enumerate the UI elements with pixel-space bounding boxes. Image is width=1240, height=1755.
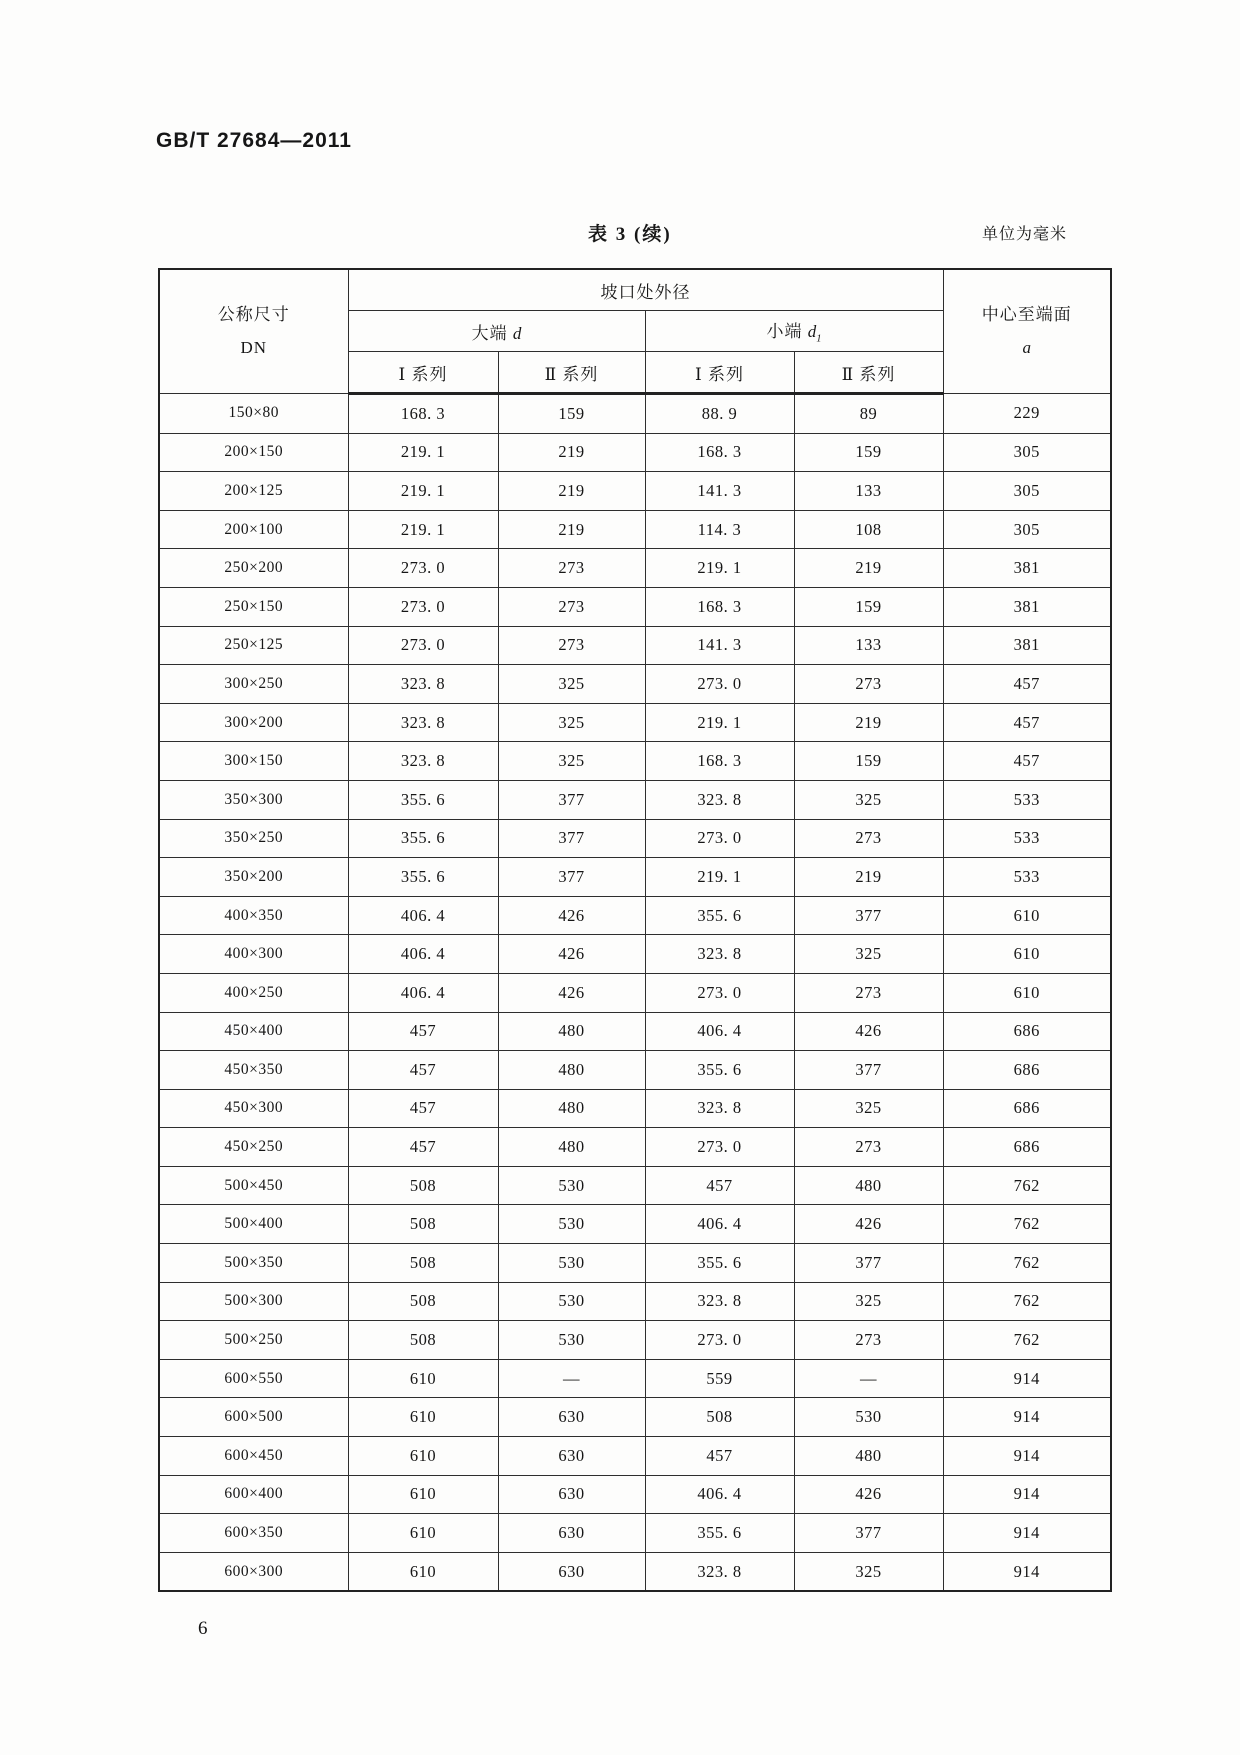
value-cell: 323. 8	[348, 703, 498, 742]
value-cell: 323. 8	[645, 780, 794, 819]
value-cell: 762	[943, 1282, 1111, 1321]
value-cell: 686	[943, 1012, 1111, 1051]
page-number: 6	[198, 1618, 208, 1639]
value-cell: 630	[498, 1398, 645, 1437]
value-cell: 273. 0	[645, 1321, 794, 1360]
value-cell: 273. 0	[645, 1128, 794, 1167]
table-row	[159, 626, 1111, 665]
header-small-end-series-ii: Ⅱ 系列	[794, 352, 943, 394]
value-cell: 355. 6	[645, 1514, 794, 1553]
value-cell: 530	[498, 1282, 645, 1321]
dn-cell: 150×80	[159, 394, 348, 434]
dn-cell: 250×200	[159, 549, 348, 588]
value-cell: 219. 1	[348, 510, 498, 549]
value-cell: 168. 3	[348, 394, 498, 434]
value-cell: 457	[348, 1089, 498, 1128]
value-cell: 219. 1	[348, 433, 498, 472]
value-cell: 273	[498, 587, 645, 626]
table-row	[159, 1012, 1111, 1051]
value-cell: 305	[943, 433, 1111, 472]
value-cell: 480	[498, 1051, 645, 1090]
dn-cell: 200×125	[159, 472, 348, 511]
table-row	[159, 1437, 1111, 1476]
value-cell: 273	[794, 973, 943, 1012]
value-cell: 457	[348, 1051, 498, 1090]
value-cell: 530	[498, 1321, 645, 1360]
value-cell: 457	[645, 1166, 794, 1205]
value-cell: 762	[943, 1205, 1111, 1244]
dn-cell: 450×350	[159, 1051, 348, 1090]
value-cell: 133	[794, 626, 943, 665]
dn-cell: 200×100	[159, 510, 348, 549]
value-cell: 508	[348, 1205, 498, 1244]
dimensions-table	[158, 268, 1112, 1592]
header-center-symbol: a	[1022, 337, 1031, 357]
value-cell: 273	[498, 549, 645, 588]
value-cell: 530	[498, 1205, 645, 1244]
value-cell: 355. 6	[348, 858, 498, 897]
value-cell: 480	[498, 1128, 645, 1167]
value-cell: —	[498, 1359, 645, 1398]
value-cell: 381	[943, 549, 1111, 588]
header-small-end-label: 小端	[766, 322, 808, 342]
value-cell: 141. 3	[645, 472, 794, 511]
dn-cell: 200×150	[159, 433, 348, 472]
value-cell: 305	[943, 510, 1111, 549]
value-cell: 377	[498, 780, 645, 819]
value-cell: 355. 6	[348, 819, 498, 858]
dn-cell: 450×250	[159, 1128, 348, 1167]
dn-cell: 300×200	[159, 703, 348, 742]
value-cell: 381	[943, 626, 1111, 665]
standard-number: GB/T 27684—2011	[156, 129, 352, 152]
value-cell: 273. 0	[645, 819, 794, 858]
header-large-end	[348, 311, 645, 352]
table-row	[159, 896, 1111, 935]
value-cell: 159	[498, 394, 645, 434]
table-row	[159, 472, 1111, 511]
dn-cell: 600×500	[159, 1398, 348, 1437]
value-cell: 273	[794, 665, 943, 704]
value-cell: 273. 0	[645, 665, 794, 704]
dn-cell: 450×300	[159, 1089, 348, 1128]
header-center-to-end	[943, 269, 1111, 394]
value-cell: —	[794, 1359, 943, 1398]
value-cell: 273. 0	[348, 626, 498, 665]
value-cell: 305	[943, 472, 1111, 511]
value-cell: 325	[498, 742, 645, 781]
value-cell: 325	[498, 665, 645, 704]
table-row	[159, 1514, 1111, 1553]
value-cell: 219	[794, 858, 943, 897]
table-row	[159, 1166, 1111, 1205]
value-cell: 323. 8	[348, 665, 498, 704]
value-cell: 457	[348, 1012, 498, 1051]
value-cell: 406. 4	[348, 896, 498, 935]
value-cell: 381	[943, 587, 1111, 626]
table-row	[159, 1398, 1111, 1437]
value-cell: 325	[794, 1282, 943, 1321]
dn-cell: 350×300	[159, 780, 348, 819]
value-cell: 508	[348, 1166, 498, 1205]
value-cell: 273	[794, 1128, 943, 1167]
value-cell: 141. 3	[645, 626, 794, 665]
value-cell: 159	[794, 742, 943, 781]
table-row	[159, 433, 1111, 472]
value-cell: 610	[348, 1475, 498, 1514]
value-cell: 273. 0	[348, 587, 498, 626]
value-cell: 406. 4	[645, 1475, 794, 1514]
header-small-end-series-i: Ⅰ 系列	[645, 352, 794, 394]
value-cell: 377	[794, 1244, 943, 1283]
value-cell: 686	[943, 1089, 1111, 1128]
header-small-end-symbol: $d_1$	[807, 322, 822, 345]
header-large-end-label: 大端	[471, 323, 513, 343]
table-row	[159, 1359, 1111, 1398]
value-cell: 219. 1	[645, 703, 794, 742]
value-cell: 686	[943, 1128, 1111, 1167]
value-cell: 273. 0	[645, 973, 794, 1012]
value-cell: 559	[645, 1359, 794, 1398]
table-row	[159, 1128, 1111, 1167]
value-cell: 530	[498, 1166, 645, 1205]
value-cell: 159	[794, 433, 943, 472]
value-cell: 630	[498, 1552, 645, 1591]
value-cell: 686	[943, 1051, 1111, 1090]
dn-cell: 600×450	[159, 1437, 348, 1476]
table-row	[159, 1089, 1111, 1128]
table-row	[159, 549, 1111, 588]
value-cell: 508	[645, 1398, 794, 1437]
dn-cell: 500×450	[159, 1166, 348, 1205]
value-cell: 219. 1	[348, 472, 498, 511]
table-body	[159, 394, 1111, 1592]
table-header	[159, 269, 1111, 394]
value-cell: 530	[794, 1398, 943, 1437]
value-cell: 406. 4	[348, 935, 498, 974]
value-cell: 325	[794, 935, 943, 974]
dn-cell: 600×300	[159, 1552, 348, 1591]
dn-cell: 500×300	[159, 1282, 348, 1321]
value-cell: 610	[348, 1552, 498, 1591]
value-cell: 229	[943, 394, 1111, 434]
value-cell: 159	[794, 587, 943, 626]
header-nominal-size	[159, 269, 348, 394]
dn-cell: 400×250	[159, 973, 348, 1012]
table-row	[159, 394, 1111, 434]
value-cell: 630	[498, 1437, 645, 1476]
value-cell: 630	[498, 1475, 645, 1514]
value-cell: 914	[943, 1514, 1111, 1553]
table-row	[159, 587, 1111, 626]
value-cell: 508	[348, 1321, 498, 1360]
value-cell: 273	[498, 626, 645, 665]
value-cell: 219	[794, 703, 943, 742]
value-cell: 914	[943, 1552, 1111, 1591]
value-cell: 533	[943, 858, 1111, 897]
value-cell: 630	[498, 1514, 645, 1553]
table-row	[159, 1475, 1111, 1514]
value-cell: 426	[498, 935, 645, 974]
value-cell: 219	[794, 549, 943, 588]
table-row	[159, 935, 1111, 974]
value-cell: 219. 1	[645, 858, 794, 897]
value-cell: 426	[498, 896, 645, 935]
table-row	[159, 1051, 1111, 1090]
value-cell: 457	[645, 1437, 794, 1476]
value-cell: 406. 4	[645, 1205, 794, 1244]
value-cell: 273. 0	[348, 549, 498, 588]
value-cell: 273	[794, 1321, 943, 1360]
value-cell: 219. 1	[645, 549, 794, 588]
value-cell: 426	[794, 1205, 943, 1244]
value-cell: 406. 4	[645, 1012, 794, 1051]
dn-cell: 600×400	[159, 1475, 348, 1514]
value-cell: 133	[794, 472, 943, 511]
table-row	[159, 780, 1111, 819]
value-cell: 762	[943, 1244, 1111, 1283]
table-row	[159, 1321, 1111, 1360]
value-cell: 377	[498, 858, 645, 897]
value-cell: 108	[794, 510, 943, 549]
table-row	[159, 858, 1111, 897]
value-cell: 355. 6	[348, 780, 498, 819]
value-cell: 610	[348, 1514, 498, 1553]
value-cell: 168. 3	[645, 587, 794, 626]
value-cell: 114. 3	[645, 510, 794, 549]
value-cell: 273	[794, 819, 943, 858]
header-bevel-outer-diameter: 坡口处外径	[348, 269, 943, 311]
dn-cell: 600×350	[159, 1514, 348, 1553]
value-cell: 88. 9	[645, 394, 794, 434]
table-row	[159, 1244, 1111, 1283]
value-cell: 377	[794, 1514, 943, 1553]
table-row	[159, 1282, 1111, 1321]
value-cell: 323. 8	[645, 1282, 794, 1321]
dn-cell: 400×300	[159, 935, 348, 974]
value-cell: 610	[943, 935, 1111, 974]
value-cell: 325	[794, 1552, 943, 1591]
value-cell: 323. 8	[645, 1552, 794, 1591]
value-cell: 762	[943, 1166, 1111, 1205]
dn-cell: 500×350	[159, 1244, 348, 1283]
value-cell: 168. 3	[645, 742, 794, 781]
dn-cell: 500×250	[159, 1321, 348, 1360]
unit-note: 单位为毫米	[982, 226, 1068, 243]
dn-cell: 300×150	[159, 742, 348, 781]
table-row	[159, 510, 1111, 549]
table-row	[159, 973, 1111, 1012]
value-cell: 377	[794, 896, 943, 935]
value-cell: 219	[498, 472, 645, 511]
value-cell: 406. 4	[348, 973, 498, 1012]
dn-cell: 450×400	[159, 1012, 348, 1051]
value-cell: 325	[794, 1089, 943, 1128]
table-row	[159, 742, 1111, 781]
value-cell: 508	[348, 1244, 498, 1283]
table-title: 表 3 (续)	[588, 224, 672, 245]
value-cell: 762	[943, 1321, 1111, 1360]
value-cell: 426	[498, 973, 645, 1012]
value-cell: 325	[498, 703, 645, 742]
value-cell: 457	[943, 703, 1111, 742]
value-cell: 914	[943, 1359, 1111, 1398]
dn-cell: 250×125	[159, 626, 348, 665]
value-cell: 457	[943, 665, 1111, 704]
value-cell: 530	[498, 1244, 645, 1283]
value-cell: 323. 8	[645, 1089, 794, 1128]
value-cell: 610	[348, 1398, 498, 1437]
value-cell: 219	[498, 433, 645, 472]
value-cell: 914	[943, 1398, 1111, 1437]
value-cell: 355. 6	[645, 1244, 794, 1283]
value-cell: 377	[794, 1051, 943, 1090]
table-row	[159, 703, 1111, 742]
table-row	[159, 665, 1111, 704]
value-cell: 610	[348, 1437, 498, 1476]
header-nominal-size-label: 公称尺寸	[217, 305, 290, 325]
value-cell: 533	[943, 780, 1111, 819]
value-cell: 457	[348, 1128, 498, 1167]
dn-cell: 250×150	[159, 587, 348, 626]
value-cell: 480	[794, 1437, 943, 1476]
value-cell: 323. 8	[348, 742, 498, 781]
dn-cell: 350×250	[159, 819, 348, 858]
dn-cell: 300×250	[159, 665, 348, 704]
value-cell: 377	[498, 819, 645, 858]
value-cell: 610	[348, 1359, 498, 1398]
table-row	[159, 1552, 1111, 1591]
dn-cell: 600×550	[159, 1359, 348, 1398]
value-cell: 457	[943, 742, 1111, 781]
header-center-to-end-label: 中心至端面	[981, 305, 1072, 325]
value-cell: 219	[498, 510, 645, 549]
value-cell: 355. 6	[645, 1051, 794, 1090]
dn-cell: 500×400	[159, 1205, 348, 1244]
value-cell: 89	[794, 394, 943, 434]
value-cell: 426	[794, 1012, 943, 1051]
header-large-end-series-ii: Ⅱ 系列	[498, 352, 645, 394]
value-cell: 480	[498, 1089, 645, 1128]
header-dn-label: DN	[240, 337, 268, 357]
value-cell: 325	[794, 780, 943, 819]
header-large-end-series-i: Ⅰ 系列	[348, 352, 498, 394]
table-row	[159, 819, 1111, 858]
value-cell: 610	[943, 896, 1111, 935]
value-cell: 323. 8	[645, 935, 794, 974]
value-cell: 914	[943, 1437, 1111, 1476]
value-cell: 914	[943, 1475, 1111, 1514]
value-cell: 168. 3	[645, 433, 794, 472]
dn-cell: 350×200	[159, 858, 348, 897]
value-cell: 355. 6	[645, 896, 794, 935]
dn-cell: 400×350	[159, 896, 348, 935]
value-cell: 480	[794, 1166, 943, 1205]
value-cell: 533	[943, 819, 1111, 858]
header-small-end	[645, 311, 943, 352]
header-large-end-symbol: d	[512, 323, 522, 343]
value-cell: 508	[348, 1282, 498, 1321]
value-cell: 610	[943, 973, 1111, 1012]
value-cell: 480	[498, 1012, 645, 1051]
value-cell: 426	[794, 1475, 943, 1514]
table-row	[159, 1205, 1111, 1244]
